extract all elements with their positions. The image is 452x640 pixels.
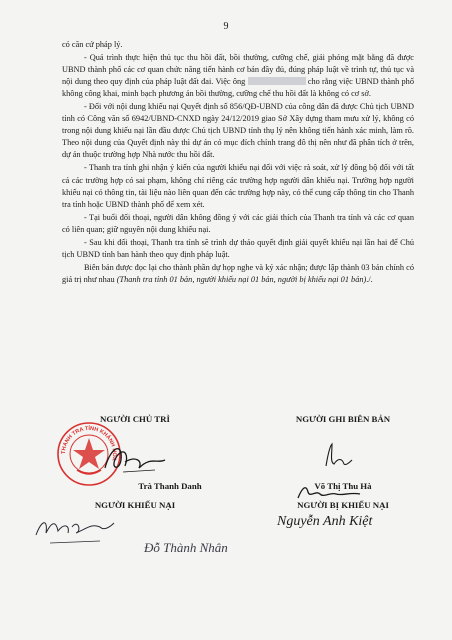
svg-text:Đỗ Thành Nhân: Đỗ Thành Nhân: [144, 540, 228, 555]
svg-text:Nguyễn Anh Kiệt: Nguyễn Anh Kiệt: [277, 514, 373, 529]
redacted-name: [248, 77, 306, 85]
paragraph-0: có căn cứ pháp lý.: [62, 40, 123, 49]
respondent-label: NGƯỜI BỊ KHIẾU NẠI: [297, 500, 389, 510]
chair-name: Trà Thanh Danh: [138, 481, 202, 491]
complainant-signature-1: [30, 505, 120, 549]
paragraph-1: - Quá trình thực hiện thủ tục thu hồi đất, bồi thường, cưỡng chế, giải phóng mặt bằng đã được UBND thành phố các cơ quan chức năng tiến hành cơ bản đầy đủ, đúng pháp luật về trình tự, thủ tục và nội dung theo quy định của pháp luật đất đai. Việc ông cho rằng việc UBND thành phố không công khai, minh bạch phương án bồi thường, cưỡng chế thu hồi đất là không có cơ sở.: [62, 53, 414, 99]
stamp-text: THANH TRA TỈNH KHÁNH HÒA: [60, 425, 118, 462]
recorder-label: NGƯỜI GHI BIÊN BẢN: [295, 414, 391, 424]
complainant-signature-2: [140, 534, 260, 562]
recorder-name: Võ Thị Thu Hà: [314, 481, 372, 491]
respondent-signature-2: [275, 505, 415, 535]
chair-signature: [95, 438, 175, 482]
complainant-label: NGƯỜI KHIẾU NẠI: [94, 500, 176, 510]
recorder-signature: [318, 440, 358, 474]
page-number: 9: [223, 21, 229, 32]
paragraph-3: - Thanh tra tỉnh ghi nhận ý kiến của người khiếu nại đối với việc rà soát, xử lý đồng bộ đối với tất cả các trường hợp có sai phạm, không chỉ riêng các trường hợp người dân khiếu nại. Trường hợp người khiếu nại có thông tin, tài liệu nào liên quan đến các trường hợp này, có thể cung cấp thông tin cho Thanh tra tỉnh hoặc UBND thành phố để xem xét.: [62, 163, 414, 209]
paragraph-4: - Tại buổi đối thoại, người dân không đồng ý với các giải thích của Thanh tra tỉnh và các cơ quan có liên quan; giữ nguyên nội dung khiếu nại.: [62, 212, 414, 234]
paragraph-5: - Sau khi đối thoại, Thanh tra tỉnh sẽ trình dự thảo quyết định giải quyết khiếu nại lần hai để Chủ tịch UBND tỉnh ban hành theo quy định pháp luật.: [62, 237, 414, 259]
body-text: [62, 39, 414, 287]
paragraph-2: - Đối với nội dung khiếu nại Quyết định số 856/QĐ-UBND của công dân đã được Chủ tịch UBND tỉnh có Công văn số 6942/UBND-CNXD ngày 24/12/2019 giao Sở Xây dựng tham mưu xử lý, không có trong nội dung khiếu nại lần đầu được Chủ tịch UBND tỉnh thụ lý nên không tiến hành xác minh, làm rõ. Theo nội dung của Quyết định này thì dự án có mục đích chỉnh trang đô thị nên như đã phân tích ở trên, dự án thuộc trường hợp Nhà nước thu hồi đất.: [62, 102, 414, 160]
respondent-signature-1: [290, 480, 370, 504]
paragraph-6: Biên bản được đọc lại cho thành phần dự họp nghe và ký xác nhận; được lập thành 03 bản chính có giá trị như nhau (Thanh tra tỉnh 01 bản, người khiếu nại 01 bản, người bị khiếu nại 01 bản)./.: [62, 262, 414, 284]
chair-label: NGƯỜI CHỦ TRÌ: [100, 414, 170, 424]
